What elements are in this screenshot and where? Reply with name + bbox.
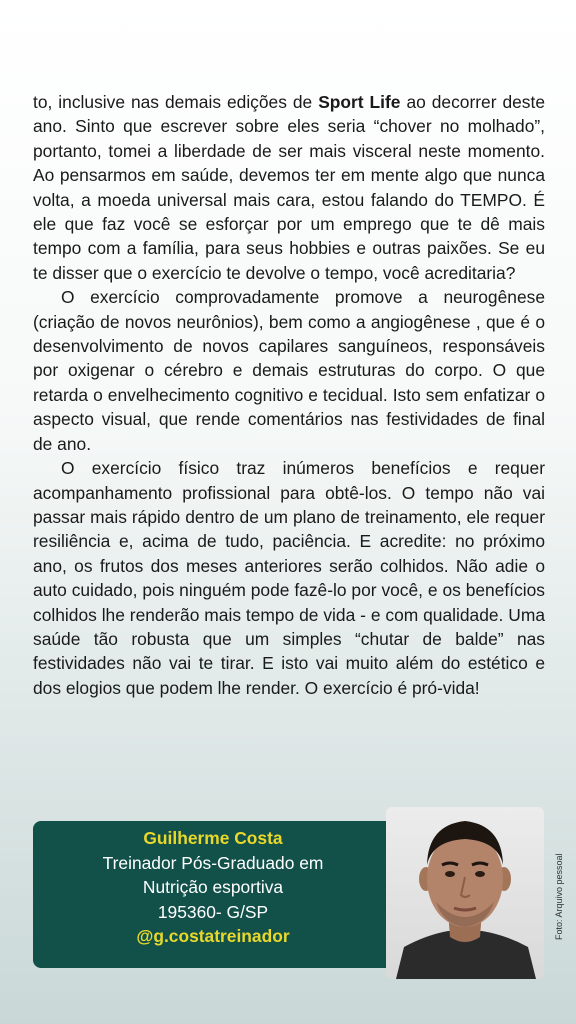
article-body <box>33 90 545 700</box>
author-name: Guilherme Costa <box>143 828 283 848</box>
author-handle[interactable]: @g.costatreinador <box>136 926 290 946</box>
paragraph-2: O exercício comprovadamente promove a neurogênese (criação de novos neurônios), bem como a angiogênese , que é o desenvolvimento de novos capilares sanguíneos, responsáveis por oxigenar o cérebro e demais estruturas do corpo. O que retarda o envelhecimento cognitivo e tecidual. Isto sem enfatizar o aspecto visual, que rende comentários nas festividades de final de ano. <box>33 287 545 454</box>
paragraph-1 <box>33 90 545 285</box>
author-box <box>33 821 403 968</box>
paragraph-1-rest: ao decorrer deste ano. Sinto que escrever sobre eles seria “chover no molhado”, portanto, tomei a liberdade de ser mais visceral neste momento. Ao pensarmos em saúde, devemos ter em mente algo que nunca volta, a moeda universal mais cara, estou falando do TEMPO. É ele que faz você se esforçar por um emprego que te dê mais tempo com a família, para seus hobbies e outras paixões. Se eu te disser que o exercício te devolve o tempo, você acreditaria? <box>33 92 546 283</box>
photo-credit: Foto: Arquivo pessoal <box>554 853 564 940</box>
brand-name: Sport Life <box>318 92 401 112</box>
author-photo <box>386 807 544 979</box>
author-registration: 195360- G/SP <box>157 901 269 922</box>
author-title-line-2: Nutrição esportiva <box>142 877 284 897</box>
paragraph-1-start: to, inclusive nas demais edições de <box>33 92 319 112</box>
author-title-line-1: Treinador Pós-Graduado em <box>102 852 324 873</box>
paragraph-3: O exercício físico traz inúmeros benefícios e requer acompanhamento profissional para obtê-los. O tempo não vai passar mais rápido dentro de um plano de treinamento, ele requer resiliência e, acima de tudo, paciência. E acredite: no próximo ano, os frutos dos meses anteriores serão colhidos. Não adie o auto cuidado, pois ninguém pode fazê-lo por você, e os benefícios colhidos lhe renderão mais tempo de vida - e com qualidade. Uma saúde tão robusta que um simples “chutar de balde” nas festividades não vai te tirar. E isto vai muito além do estético e dos elogios que podem lhe render. O exercício é pró-vida! <box>33 458 545 698</box>
portrait-illustration <box>386 807 544 979</box>
